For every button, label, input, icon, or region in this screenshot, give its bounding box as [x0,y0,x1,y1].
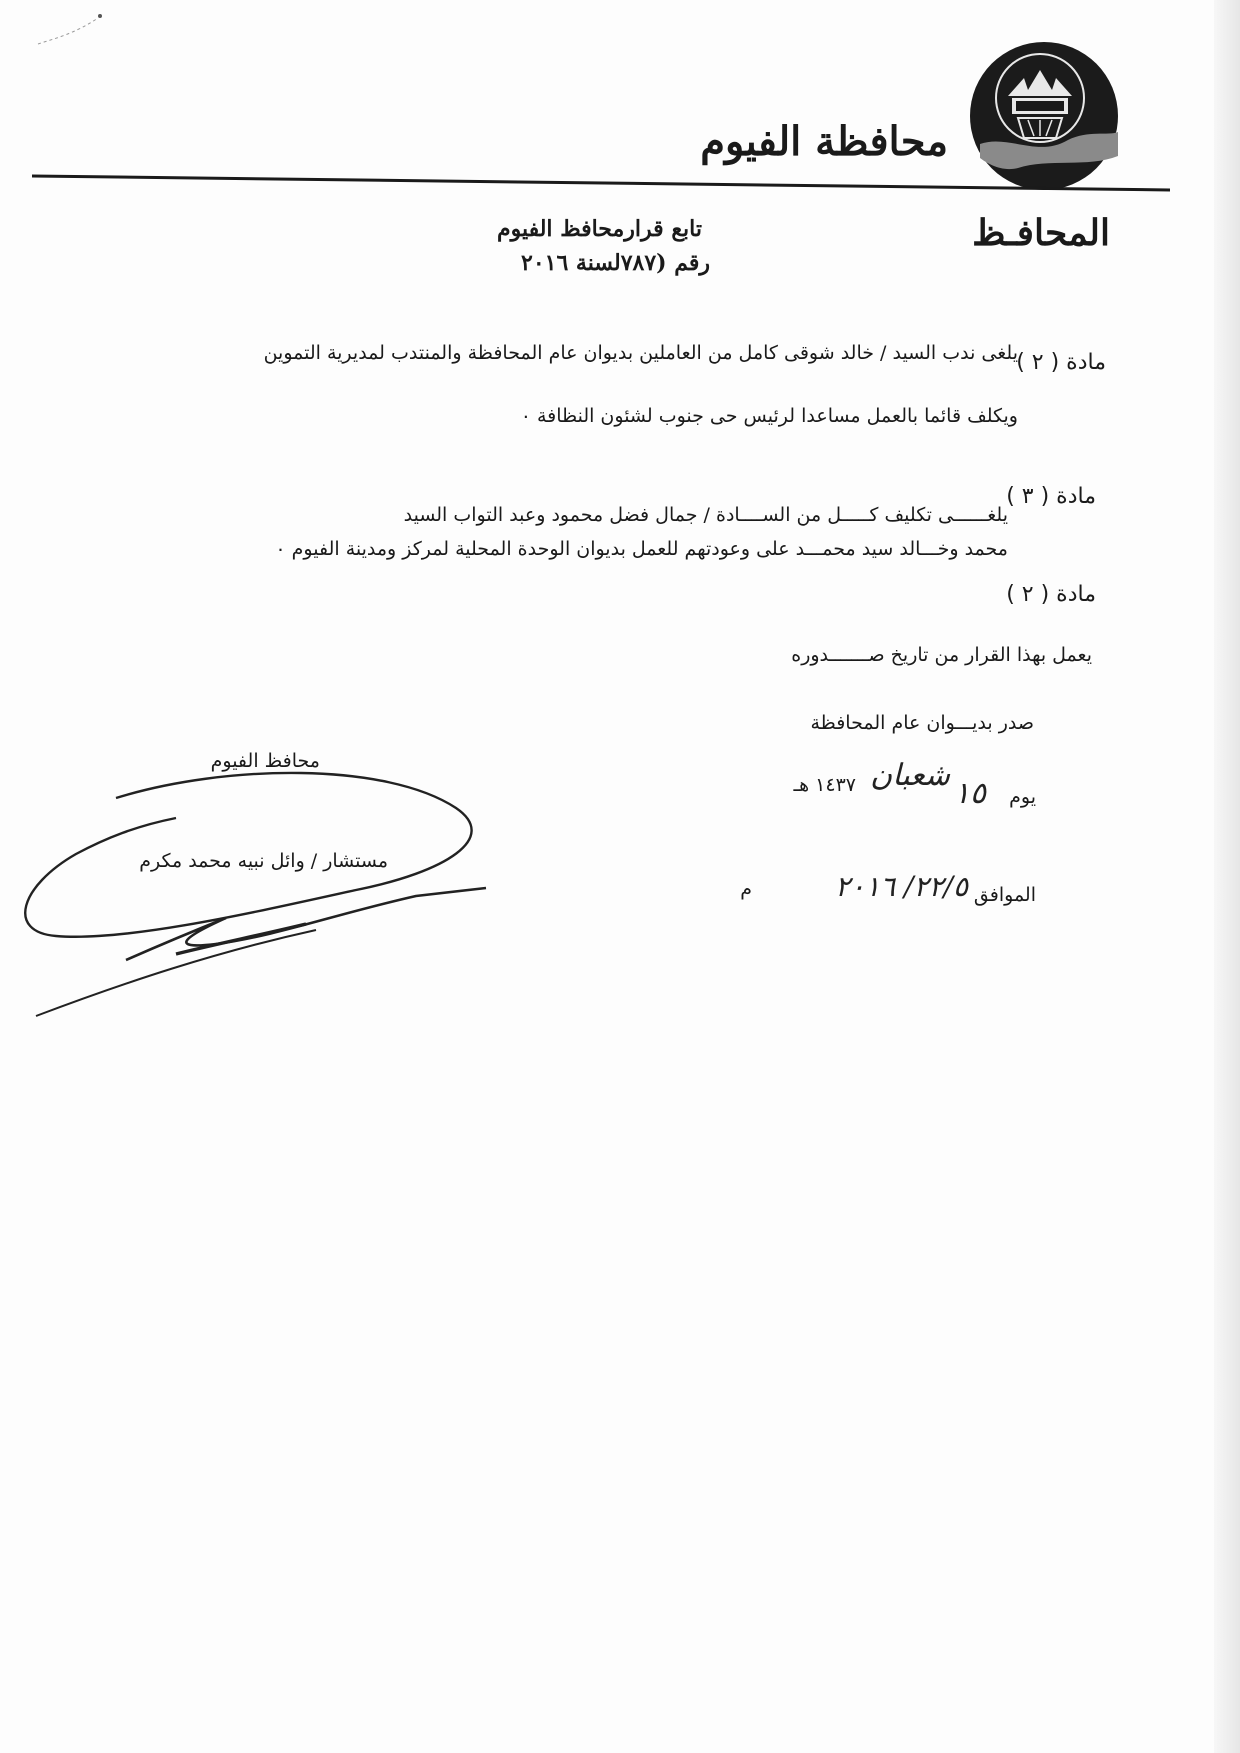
article-text-line: ويكلف قائما بالعمل مساعدا لرئيس حى جنوب لشئون النظافة ٠ [520,405,1018,427]
article-text-line: يلغــــــى تكليف كـــــل من الســــادة / جمال فضل محمود وعبد التواب السيد [403,504,1008,526]
article-text-line: يلغى ندب السيد / خالد شوقى كامل من العاملين بديوان عام المحافظة والمنتدب لمديرية التموين [263,342,1018,364]
article-text-line: يعمل بهذا القرار من تاريخ صـــــــدوره [791,644,1092,666]
issued-at-line: صدر بديـــوان عام المحافظة [810,712,1034,734]
handwritten-signature [16,768,496,1018]
hijri-month-handwritten: شعبان [870,758,950,793]
article-heading: مادة ( ٣ ) [1006,484,1096,509]
office-title: المحافـظ [972,212,1110,254]
header-rule [32,174,1170,194]
scan-smudge [36,10,106,50]
hijri-day-handwritten: ١٥ [953,776,986,811]
article-heading: مادة ( ٢ ) [1006,582,1096,607]
gregorian-date-handwritten: ٢٢/٥/ ٢٠١٦ [834,870,968,903]
signatory-title: محافظ الفيوم [210,750,320,772]
hijri-year: ١٤٣٧ هـ [793,774,856,796]
article-text-line: محمد وخـــالد سيد محمـــد على وعودتهم للعمل بديوان الوحدة المحلية لمركز ومدينة الفيوم ٠ [275,538,1008,560]
decree-title: تابع قرارمحافظ الفيوم [496,216,702,242]
governorate-seal-logo [968,40,1120,192]
gregorian-suffix: م [740,878,752,900]
gregorian-date-label: الموافق [973,884,1036,906]
article-heading: مادة ( ٢ ) [1016,350,1106,375]
hijri-date-label: يوم [1009,786,1036,808]
scan-edge-shadow [1214,0,1240,1753]
governorate-name: محافظة الفيوم [700,118,948,165]
decree-number: رقم (٧٨٧لسنة ٢٠١٦ [521,250,710,276]
signatory-name: مستشار / وائل نبيه محمد مكرم [139,850,388,872]
